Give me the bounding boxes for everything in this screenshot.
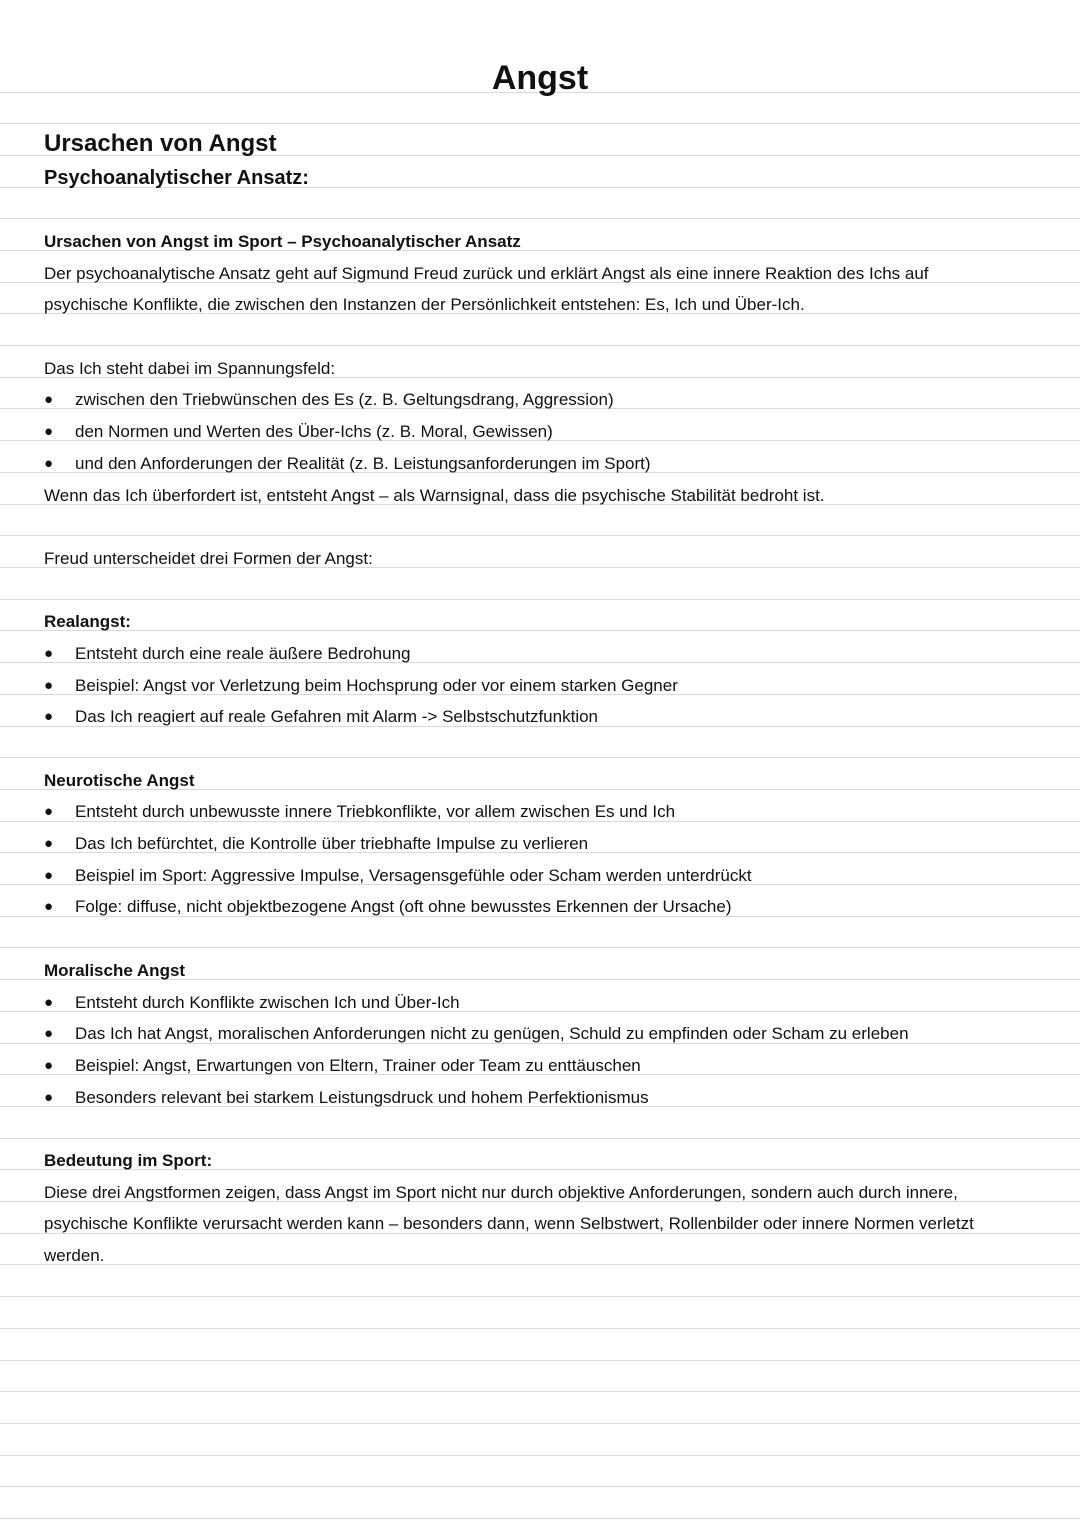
- intro-line: psychische Konflikte, die zwischen den Instanzen der Persönlichkeit entstehen: Es, Ich und Über-Ich.: [44, 295, 805, 315]
- list-item: [44, 987, 1034, 1019]
- bullet-icon: ●: [44, 835, 54, 853]
- bullet-icon: ●: [44, 1088, 54, 1106]
- page-title: Angst: [491, 59, 589, 97]
- list-item: [44, 701, 1034, 733]
- list-item: [44, 891, 1034, 923]
- bedeutung-title: Bedeutung im Sport:: [44, 1150, 213, 1170]
- bullet-icon: ●: [44, 1025, 54, 1043]
- list-item-text: Entsteht durch eine reale äußere Bedrohung: [75, 643, 411, 663]
- list-item-text: Das Ich reagiert auf reale Gefahren mit Alarm -> Selbstschutzfunktion: [75, 707, 598, 727]
- bullet-icon: ●: [44, 454, 54, 472]
- tension-intro: Das Ich steht dabei im Spannungsfeld:: [44, 358, 336, 378]
- moralische-title: Moralische Angst: [44, 960, 186, 980]
- list-item-text: Besonders relevant bei starkem Leistungsdruck und hohem Perfektionismus: [75, 1087, 649, 1107]
- bullet-icon: ●: [44, 391, 54, 409]
- list-item: [44, 860, 1034, 892]
- list-item: [44, 670, 1034, 702]
- bullet-icon: ●: [44, 993, 54, 1011]
- list-item: [44, 1082, 1034, 1114]
- bedeutung-line: werden.: [44, 1246, 105, 1265]
- list-item: [44, 828, 1034, 860]
- bullet-icon: ●: [44, 898, 54, 916]
- section-subheading: Psychoanalytischer Ansatz:: [44, 167, 309, 189]
- realangst-title: Realangst:: [44, 612, 131, 632]
- bullet-icon: ●: [44, 708, 54, 726]
- list-item-text: Entsteht durch unbewusste innere Triebkonflikte, vor allem zwischen Es und Ich: [75, 802, 676, 822]
- list-item-text: Beispiel: Angst vor Verletzung beim Hochsprung oder vor einem starken Gegner: [75, 675, 678, 695]
- bullet-icon: ●: [44, 1056, 54, 1074]
- list-item-text: Das Ich befürchtet, die Kontrolle über triebhafte Impulse zu verlieren: [75, 834, 589, 854]
- list-item-text: Beispiel im Sport: Aggressive Impulse, Versagensgefühle oder Scham werden unterdrückt: [75, 865, 752, 885]
- intro-line: Der psychoanalytische Ansatz geht auf Sigmund Freud zurück und erklärt Angst als eine innere Reaktion des Ichs auf: [44, 263, 929, 283]
- neurotische-title: Neurotische Angst: [44, 770, 195, 790]
- bullet-icon: ●: [44, 803, 54, 821]
- forms-intro: Freud unterscheidet drei Formen der Angst:: [44, 548, 373, 568]
- list-item: [44, 448, 1034, 480]
- list-item: [44, 638, 1034, 670]
- list-item: [44, 796, 1034, 828]
- list-item: [44, 416, 1034, 448]
- list-item: [44, 1050, 1034, 1082]
- list-item-text: zwischen den Triebwünschen des Es (z. B. Geltungsdrang, Aggression): [75, 390, 614, 410]
- bullet-icon: ●: [44, 866, 54, 884]
- bullet-icon: ●: [44, 644, 54, 662]
- bedeutung-line: psychische Konflikte verursacht werden kann – besonders dann, wenn Selbstwert, Rollenbilder oder innere Normen verletzt: [44, 1214, 974, 1234]
- list-item-text: den Normen und Werten des Über-Ichs (z. B. Moral, Gewissen): [75, 422, 553, 442]
- bedeutung-line: Diese drei Angstformen zeigen, dass Angst im Sport nicht nur durch objektive Anforderungen, sondern auch durch innere,: [44, 1182, 958, 1202]
- list-item: [44, 1018, 1034, 1050]
- section-heading: Ursachen von Angst: [44, 130, 277, 157]
- list-item-text: Das Ich hat Angst, moralischen Anforderungen nicht zu genügen, Schuld zu empfinden oder Scham zu erleben: [75, 1024, 909, 1044]
- tension-conclusion: Wenn das Ich überfordert ist, entsteht Angst – als Warnsignal, dass die psychische Stabilität bedroht ist.: [44, 485, 825, 505]
- list-item-text: Entsteht durch Konflikte zwischen Ich und Über-Ich: [75, 992, 460, 1012]
- bullet-icon: ●: [44, 676, 54, 694]
- list-item-text: Beispiel: Angst, Erwartungen von Eltern, Trainer oder Team zu enttäuschen: [75, 1055, 641, 1075]
- list-item-text: Folge: diffuse, nicht objektbezogene Angst (oft ohne bewusstes Erkennen der Ursache): [75, 897, 732, 917]
- document-body: [44, 226, 1034, 1272]
- list-item-text: und den Anforderungen der Realität (z. B. Leistungsanforderungen im Sport): [75, 453, 651, 473]
- intro-title: Ursachen von Angst im Sport – Psychoanalytischer Ansatz: [44, 232, 521, 251]
- list-item: [44, 384, 1034, 416]
- bullet-icon: ●: [44, 423, 54, 441]
